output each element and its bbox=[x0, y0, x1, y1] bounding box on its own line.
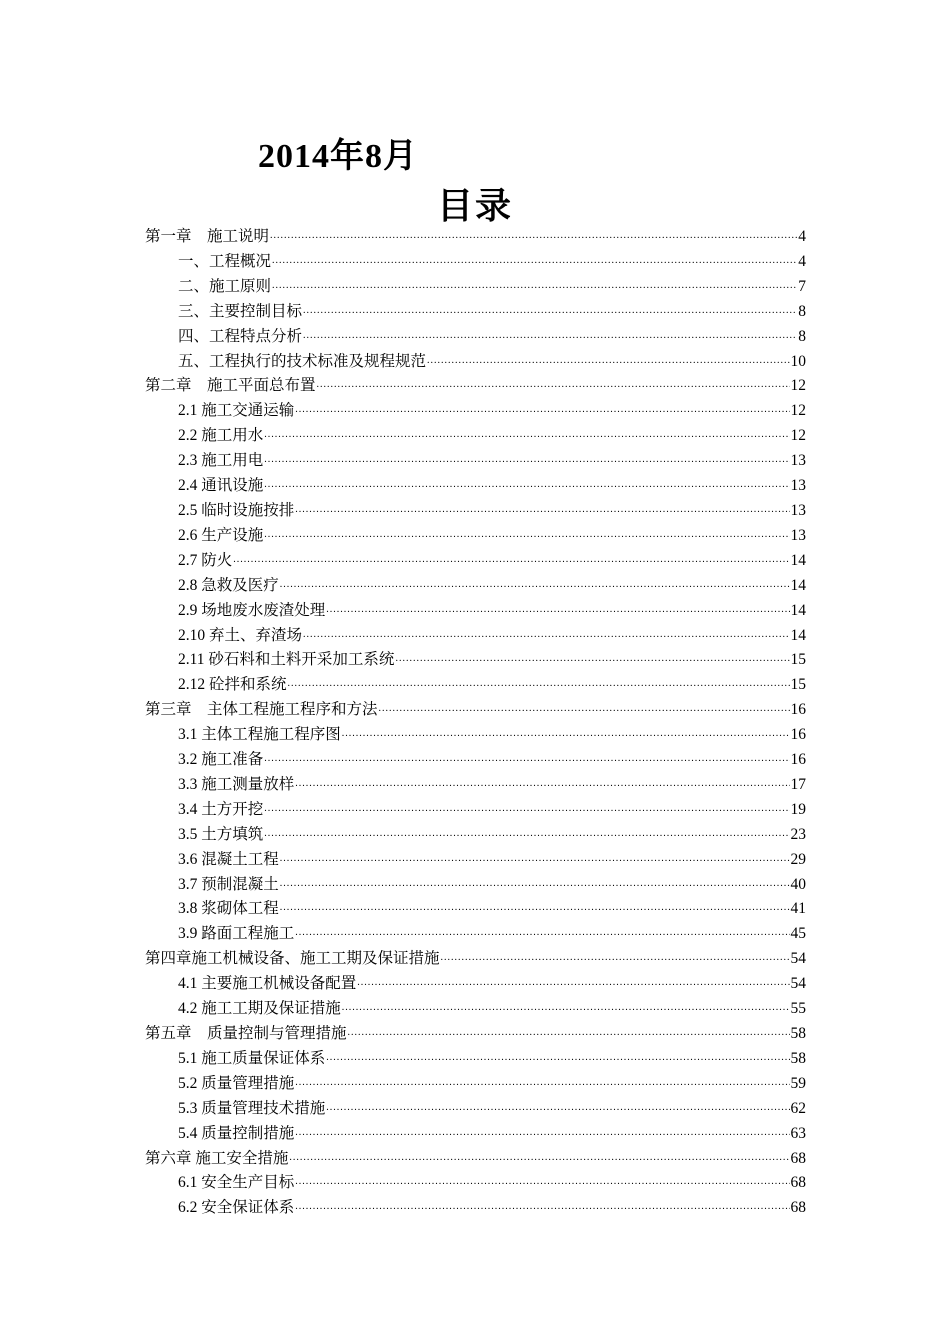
toc-entry-page-number: 55 bbox=[790, 1000, 806, 1018]
toc-section-entry[interactable] bbox=[145, 748, 806, 773]
toc-entry-label: 3.6 混凝土工程 bbox=[178, 850, 279, 868]
toc-dot-leader bbox=[288, 679, 790, 689]
toc-section-entry[interactable] bbox=[145, 897, 806, 922]
toc-section-entry[interactable] bbox=[145, 1047, 806, 1072]
toc-section-entry[interactable] bbox=[145, 624, 806, 649]
toc-section-entry[interactable] bbox=[145, 325, 806, 350]
toc-section-entry[interactable] bbox=[145, 424, 806, 449]
toc-dot-leader bbox=[272, 256, 797, 266]
toc-dot-leader bbox=[264, 804, 789, 814]
toc-entry-label: 3.4 土方开挖 bbox=[178, 800, 264, 818]
toc-entry-page-number: 54 bbox=[790, 950, 806, 968]
toc-dot-leader bbox=[272, 281, 797, 291]
toc-entry-page-number: 40 bbox=[790, 875, 806, 893]
toc-section-entry[interactable] bbox=[145, 848, 806, 873]
toc-entry-label: 第三章 主体工程施工程序和方法 bbox=[145, 701, 378, 719]
toc-entry-label: 2.8 急救及医疗 bbox=[178, 576, 279, 594]
toc-entry-label: 2.11 砂石料和土料开采加工系统 bbox=[178, 651, 395, 669]
toc-dot-leader bbox=[295, 1128, 789, 1138]
toc-section-entry[interactable] bbox=[145, 1196, 806, 1221]
toc-entry-page-number: 45 bbox=[790, 925, 806, 943]
toc-entry-label: 四、工程特点分析 bbox=[178, 327, 303, 345]
document-date: 2014年8月 bbox=[258, 138, 418, 175]
toc-dot-leader bbox=[295, 505, 789, 515]
toc-dot-leader bbox=[289, 1153, 789, 1163]
toc-entry-label: 3.8 浆砌体工程 bbox=[178, 900, 279, 918]
toc-entry-page-number: 41 bbox=[790, 900, 806, 918]
toc-section-entry[interactable] bbox=[145, 300, 806, 325]
toc-entry-page-number: 19 bbox=[790, 800, 806, 818]
toc-section-entry[interactable] bbox=[145, 648, 806, 673]
toc-section-entry[interactable] bbox=[145, 997, 806, 1022]
toc-section-entry[interactable] bbox=[145, 275, 806, 300]
toc-entry-page-number: 16 bbox=[790, 726, 806, 744]
toc-section-entry[interactable] bbox=[145, 1171, 806, 1196]
toc-chapter-entry[interactable] bbox=[145, 698, 806, 723]
toc-entry-page-number: 58 bbox=[790, 1025, 806, 1042]
toc-entry-page-number: 12 bbox=[790, 377, 806, 395]
toc-dot-leader bbox=[342, 1003, 790, 1013]
toc-entry-label: 4.2 施工工期及保证措施 bbox=[178, 1000, 341, 1018]
toc-entry-label: 3.9 路面工程施工 bbox=[178, 925, 295, 943]
toc-entry-page-number: 14 bbox=[790, 576, 806, 594]
toc-entry-page-number: 63 bbox=[790, 1124, 806, 1142]
toc-chapter-entry[interactable] bbox=[145, 374, 806, 399]
toc-chapter-entry[interactable] bbox=[145, 1147, 806, 1172]
toc-dot-leader bbox=[295, 928, 789, 938]
toc-section-entry[interactable] bbox=[145, 723, 806, 748]
toc-entry-page-number: 23 bbox=[790, 825, 806, 843]
toc-dot-leader bbox=[395, 654, 789, 664]
toc-entry-label: 三、主要控制目标 bbox=[178, 302, 303, 320]
toc-entry-label: 2.9 场地废水废渣处理 bbox=[178, 601, 326, 619]
toc-chapter-entry[interactable] bbox=[145, 225, 806, 250]
toc-entry-page-number: 14 bbox=[790, 626, 806, 644]
toc-entry-page-number: 13 bbox=[790, 501, 806, 519]
toc-entry-label: 第一章 施工说明 bbox=[145, 228, 270, 245]
toc-entry-page-number: 12 bbox=[790, 427, 806, 445]
toc-entry-label: 五、工程执行的技术标准及规程规范 bbox=[178, 352, 427, 370]
toc-entry-page-number: 16 bbox=[790, 751, 806, 769]
toc-dot-leader bbox=[233, 555, 789, 565]
toc-dot-leader bbox=[264, 829, 789, 839]
toc-entry-page-number: 29 bbox=[790, 850, 806, 868]
toc-dot-leader bbox=[264, 430, 789, 440]
toc-entry-page-number: 62 bbox=[790, 1099, 806, 1117]
toc-dot-leader bbox=[264, 455, 789, 465]
toc-entry-label: 第四章施工机械设备、施工工期及保证措施 bbox=[145, 950, 440, 968]
toc-dot-leader bbox=[348, 1028, 790, 1038]
toc-entry-label: 第六章 施工安全措施 bbox=[145, 1149, 289, 1167]
toc-entry-page-number: 13 bbox=[790, 526, 806, 544]
toc-dot-leader bbox=[280, 854, 790, 864]
toc-section-entry[interactable] bbox=[145, 399, 806, 424]
toc-entry-page-number: 13 bbox=[790, 477, 806, 495]
toc-entry-page-number: 59 bbox=[790, 1074, 806, 1092]
toc-entry-label: 3.7 预制混凝土 bbox=[178, 875, 279, 893]
toc-entry-label: 3.3 施工测量放样 bbox=[178, 775, 295, 793]
toc-section-entry[interactable] bbox=[145, 549, 806, 574]
toc-section-entry[interactable] bbox=[145, 922, 806, 947]
toc-entry-label: 二、施工原则 bbox=[178, 277, 272, 295]
toc-entry-page-number: 58 bbox=[790, 1049, 806, 1067]
toc-entry-label: 2.6 生产设施 bbox=[178, 526, 264, 544]
toc-dot-leader bbox=[280, 903, 790, 913]
toc-entry-label: 3.1 主体工程施工程序图 bbox=[178, 726, 341, 744]
toc-dot-leader bbox=[264, 530, 789, 540]
toc-entry-label: 5.3 质量管理技术措施 bbox=[178, 1099, 326, 1117]
toc-entry-label: 2.12 砼拌和系统 bbox=[178, 676, 287, 694]
toc-section-entry[interactable] bbox=[145, 350, 806, 375]
toc-entry-page-number: 68 bbox=[790, 1199, 806, 1217]
toc-dot-leader bbox=[280, 580, 790, 590]
toc-entry-label: 2.5 临时设施按排 bbox=[178, 501, 295, 519]
toc-dot-leader bbox=[326, 1103, 789, 1113]
toc-entry-page-number: 12 bbox=[790, 402, 806, 420]
toc-dot-leader bbox=[317, 380, 790, 390]
toc-entry-label: 3.5 土方填筑 bbox=[178, 825, 264, 843]
toc-entry-page-number: 7 bbox=[798, 277, 806, 295]
toc-entry-label: 6.2 安全保证体系 bbox=[178, 1199, 295, 1217]
toc-dot-leader bbox=[379, 704, 790, 714]
toc-entry-label: 3.2 施工准备 bbox=[178, 751, 264, 769]
toc-dot-leader bbox=[295, 779, 789, 789]
toc-section-entry[interactable] bbox=[145, 798, 806, 823]
toc-dot-leader bbox=[264, 480, 789, 490]
toc-entry-page-number: 10 bbox=[790, 352, 806, 370]
toc-section-entry[interactable] bbox=[145, 250, 806, 275]
toc-entry-page-number: 54 bbox=[790, 975, 806, 993]
toc-dot-leader bbox=[326, 1053, 789, 1063]
toc-section-entry[interactable] bbox=[145, 972, 806, 997]
toc-dot-leader bbox=[303, 331, 797, 341]
toc-section-entry[interactable] bbox=[145, 1122, 806, 1147]
toc-entry-page-number: 14 bbox=[790, 601, 806, 619]
toc-entry-label: 4.1 主要施工机械设备配置 bbox=[178, 975, 357, 993]
toc-entry-label: 5.2 质量管理措施 bbox=[178, 1074, 295, 1092]
toc-entry-label: 5.1 施工质量保证体系 bbox=[178, 1049, 326, 1067]
toc-section-entry[interactable] bbox=[145, 574, 806, 599]
toc-dot-leader bbox=[295, 405, 789, 415]
toc-section-entry[interactable] bbox=[145, 823, 806, 848]
toc-dot-leader bbox=[295, 1202, 789, 1212]
toc-entry-page-number: 4 bbox=[798, 228, 806, 245]
toc-entry-label: 第五章 质量控制与管理措施 bbox=[145, 1025, 347, 1042]
toc-dot-leader bbox=[427, 356, 789, 366]
toc-entry-label: 2.2 施工用水 bbox=[178, 427, 264, 445]
toc-entry-page-number: 13 bbox=[790, 452, 806, 470]
toc-section-entry[interactable] bbox=[145, 1097, 806, 1122]
toc-dot-leader bbox=[295, 1078, 789, 1088]
toc-section-entry[interactable] bbox=[145, 474, 806, 499]
toc-entry-page-number: 8 bbox=[798, 302, 806, 320]
toc-entry-page-number: 68 bbox=[790, 1149, 806, 1167]
toc-dot-leader bbox=[303, 630, 789, 640]
toc-section-entry[interactable] bbox=[145, 499, 806, 524]
toc-section-entry[interactable] bbox=[145, 673, 806, 698]
toc-entry-label: 2.1 施工交通运输 bbox=[178, 402, 295, 420]
toc-entry-page-number: 15 bbox=[790, 676, 806, 694]
toc-dot-leader bbox=[280, 879, 790, 889]
toc-dot-leader bbox=[357, 978, 789, 988]
toc-dot-leader bbox=[303, 306, 797, 316]
toc-title: 目录 bbox=[436, 186, 513, 226]
toc-section-entry[interactable] bbox=[145, 773, 806, 798]
toc-dot-leader bbox=[326, 605, 789, 615]
toc-dot-leader bbox=[264, 754, 789, 764]
toc-chapter-entry[interactable] bbox=[145, 1022, 806, 1047]
table-of-contents bbox=[145, 225, 806, 1221]
toc-section-entry[interactable] bbox=[145, 599, 806, 624]
toc-entry-page-number: 17 bbox=[790, 775, 806, 793]
toc-section-entry[interactable] bbox=[145, 449, 806, 474]
toc-section-entry[interactable] bbox=[145, 524, 806, 549]
toc-entry-page-number: 4 bbox=[798, 252, 806, 270]
toc-entry-label: 2.7 防火 bbox=[178, 551, 233, 569]
toc-entry-label: 5.4 质量控制措施 bbox=[178, 1124, 295, 1142]
toc-dot-leader bbox=[342, 729, 790, 739]
toc-entry-page-number: 16 bbox=[790, 701, 806, 719]
toc-entry-label: 2.3 施工用电 bbox=[178, 452, 264, 470]
toc-entry-page-number: 8 bbox=[798, 327, 806, 345]
toc-section-entry[interactable] bbox=[145, 873, 806, 898]
toc-dot-leader bbox=[270, 231, 797, 241]
toc-entry-label: 6.1 安全生产目标 bbox=[178, 1174, 295, 1192]
toc-entry-page-number: 14 bbox=[790, 551, 806, 569]
toc-entry-label: 一、工程概况 bbox=[178, 252, 272, 270]
toc-section-entry[interactable] bbox=[145, 1072, 806, 1097]
toc-entry-page-number: 15 bbox=[790, 651, 806, 669]
toc-entry-label: 第二章 施工平面总布置 bbox=[145, 377, 316, 395]
toc-chapter-entry[interactable] bbox=[145, 947, 806, 972]
toc-entry-label: 2.10 弃土、弃渣场 bbox=[178, 626, 303, 644]
toc-entry-label: 2.4 通讯设施 bbox=[178, 477, 264, 495]
toc-dot-leader bbox=[441, 953, 790, 963]
toc-dot-leader bbox=[295, 1177, 789, 1187]
toc-entry-page-number: 68 bbox=[790, 1174, 806, 1192]
